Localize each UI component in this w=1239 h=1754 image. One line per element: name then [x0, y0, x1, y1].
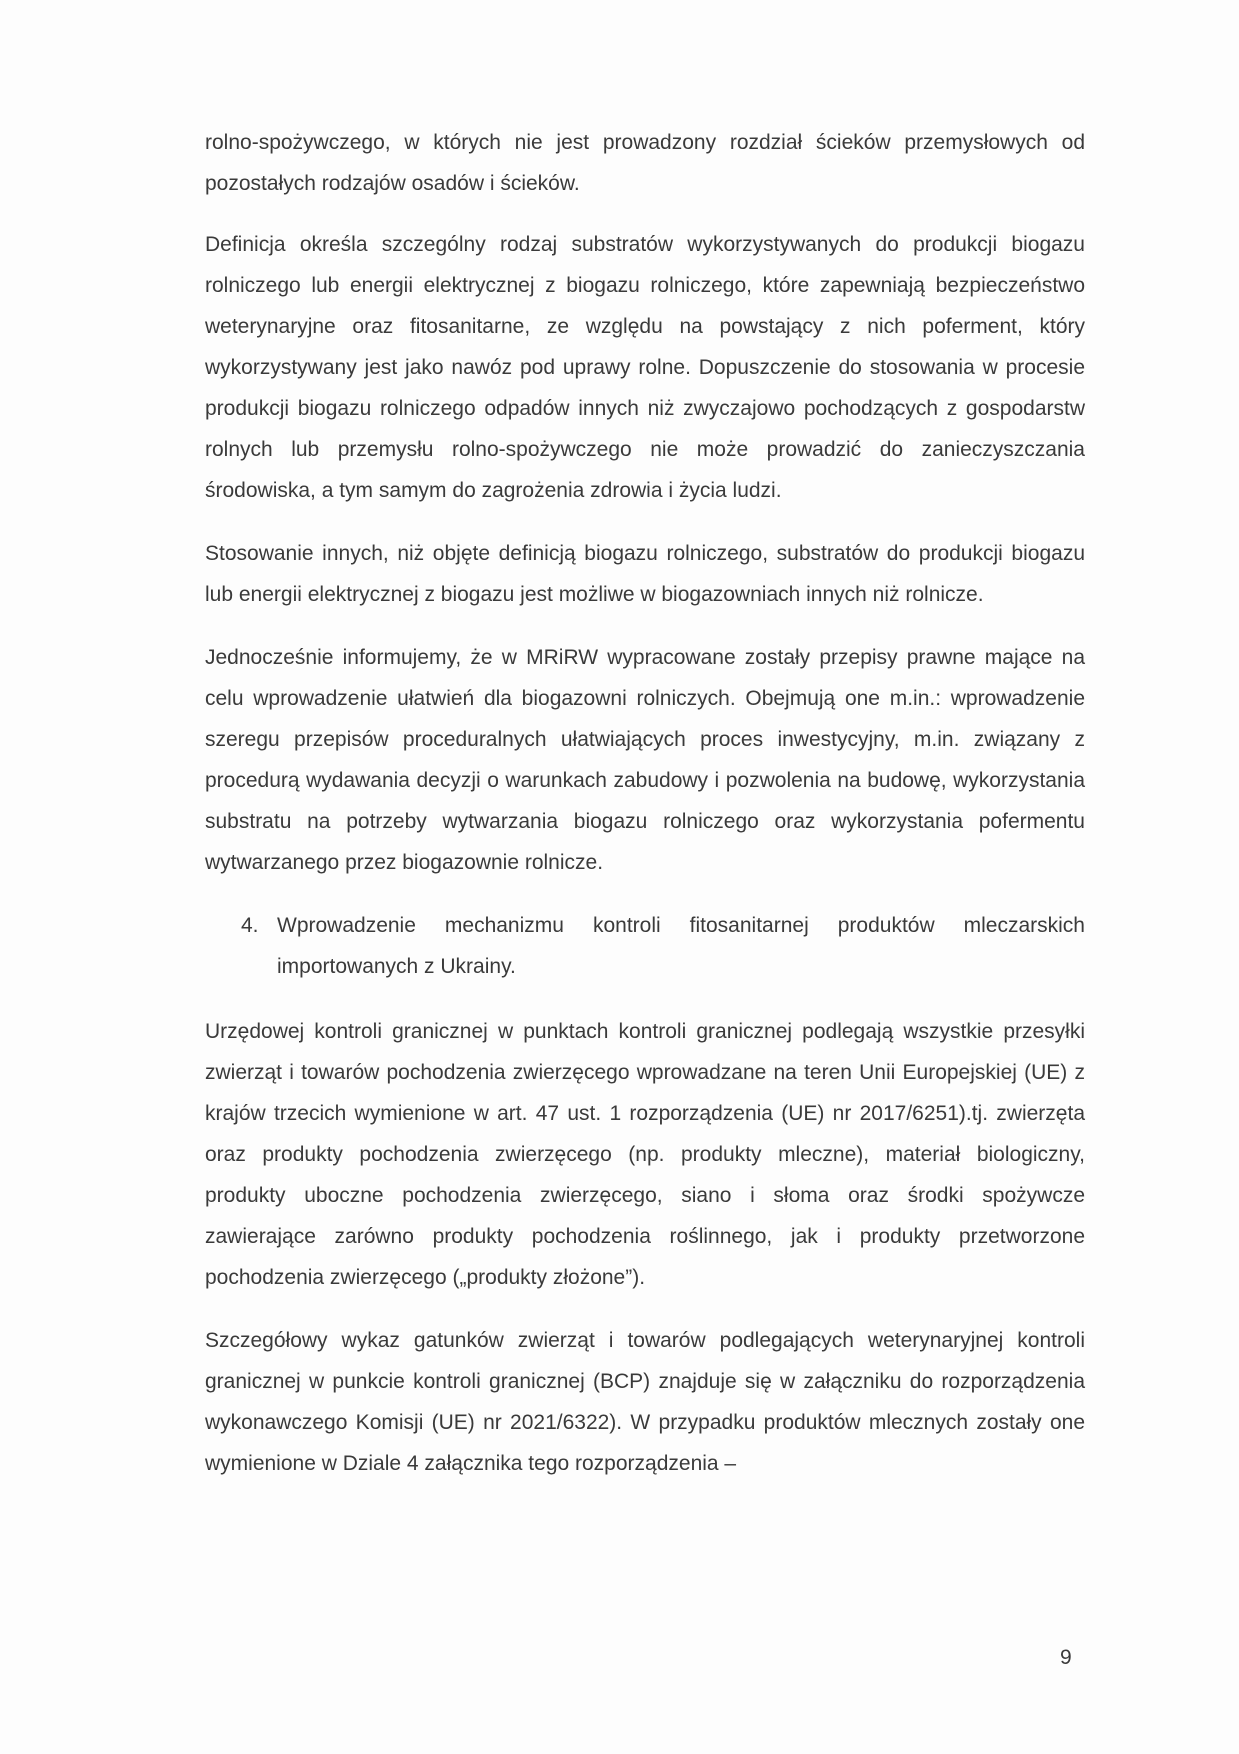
paragraph-regulations: Jednocześnie informujemy, że w MRiRW wypracowane zostały przepisy prawne mające na celu wprowadzenie ułatwień dla biogazowni rolniczych. Obejmują one m.in.: wprowadzenie szeregu przepisów proceduralnych ułatwiających proces inwestycyjny, m.in. związany z procedurą wydawania decyzji o warunkach zabudowy i pozwolenia na budowę, wykorzystania substratu na potrzeby wytwarzania biogazu rolniczego oraz wykorzystania pofermentu wytwarzanego przez biogazownie rolnicze. [205, 646, 1085, 874]
list-item-number: 4. [241, 914, 259, 937]
paragraph-border-control: Urzędowej kontroli granicznej w punktach kontroli granicznej podlegają wszystkie przesyłki zwierząt i towarów pochodzenia zwierzęcego wprowadzane na teren Unii Europejskiej (UE) z krajów trzecich wymienione w art. 47 ust. 1 rozporządzenia (UE) nr 2017/6251).tj. zwierzęta oraz produkty pochodzenia zwierzęcego (np. produkty mleczne), materiał biologiczny, produkty uboczne pochodzenia zwierzęcego, siano i słoma oraz środki spożywcze zawierające zarówno produkty pochodzenia roślinnego, jak i produkty przetworzone pochodzenia zwierzęcego („produkty złożone”). [205, 1020, 1085, 1289]
paragraph-definition: Definicja określa szczególny rodzaj substratów wykorzystywanych do produkcji biogazu rolniczego lub energii elektrycznej z biogazu rolniczego, które zapewniają bezpieczeństwo weterynaryjne oraz fitosanitarne, ze względu na powstający z nich poferment, który wykorzystywany jest jako nawóz pod uprawy rolne. Dopuszczenie do stosowania w procesie produkcji biogazu rolniczego odpadów innych niż zwyczajowo pochodzących z gospodarstw rolnych lub przemysłu rolno-spożywczego nie może prowadzić do zanieczyszczania środowiska, a tym samym do zagrożenia zdrowia i życia ludzi. [205, 233, 1085, 502]
document-body [205, 122, 1085, 1506]
page-number: 9 [1060, 1646, 1072, 1669]
numbered-list-item [205, 905, 1085, 987]
paragraph-continuation: rolno-spożywczego, w których nie jest prowadzony rozdział ścieków przemysłowych od pozostałych rodzajów osadów i ścieków. [205, 131, 1085, 195]
paragraph-detailed-list: Szczegółowy wykaz gatunków zwierząt i towarów podlegających weterynaryjnej kontroli granicznej w punkcie kontroli granicznej (BCP) znajduje się w załączniku do rozporządzenia wykonawczego Komisji (UE) nr 2021/6322). W przypadku produktów mlecznych zostały one wymienione w Dziale 4 załącznika tego rozporządzenia – [205, 1329, 1085, 1475]
paragraph-other-substrates: Stosowanie innych, niż objęte definicją biogazu rolniczego, substratów do produkcji biogazu lub energii elektrycznej z biogazu jest możliwe w biogazowniach innych niż rolnicze. [205, 542, 1085, 606]
list-item-text: Wprowadzenie mechanizmu kontroli fitosanitarnej produktów mleczarskich importowanych z Ukrainy. [277, 914, 1085, 978]
